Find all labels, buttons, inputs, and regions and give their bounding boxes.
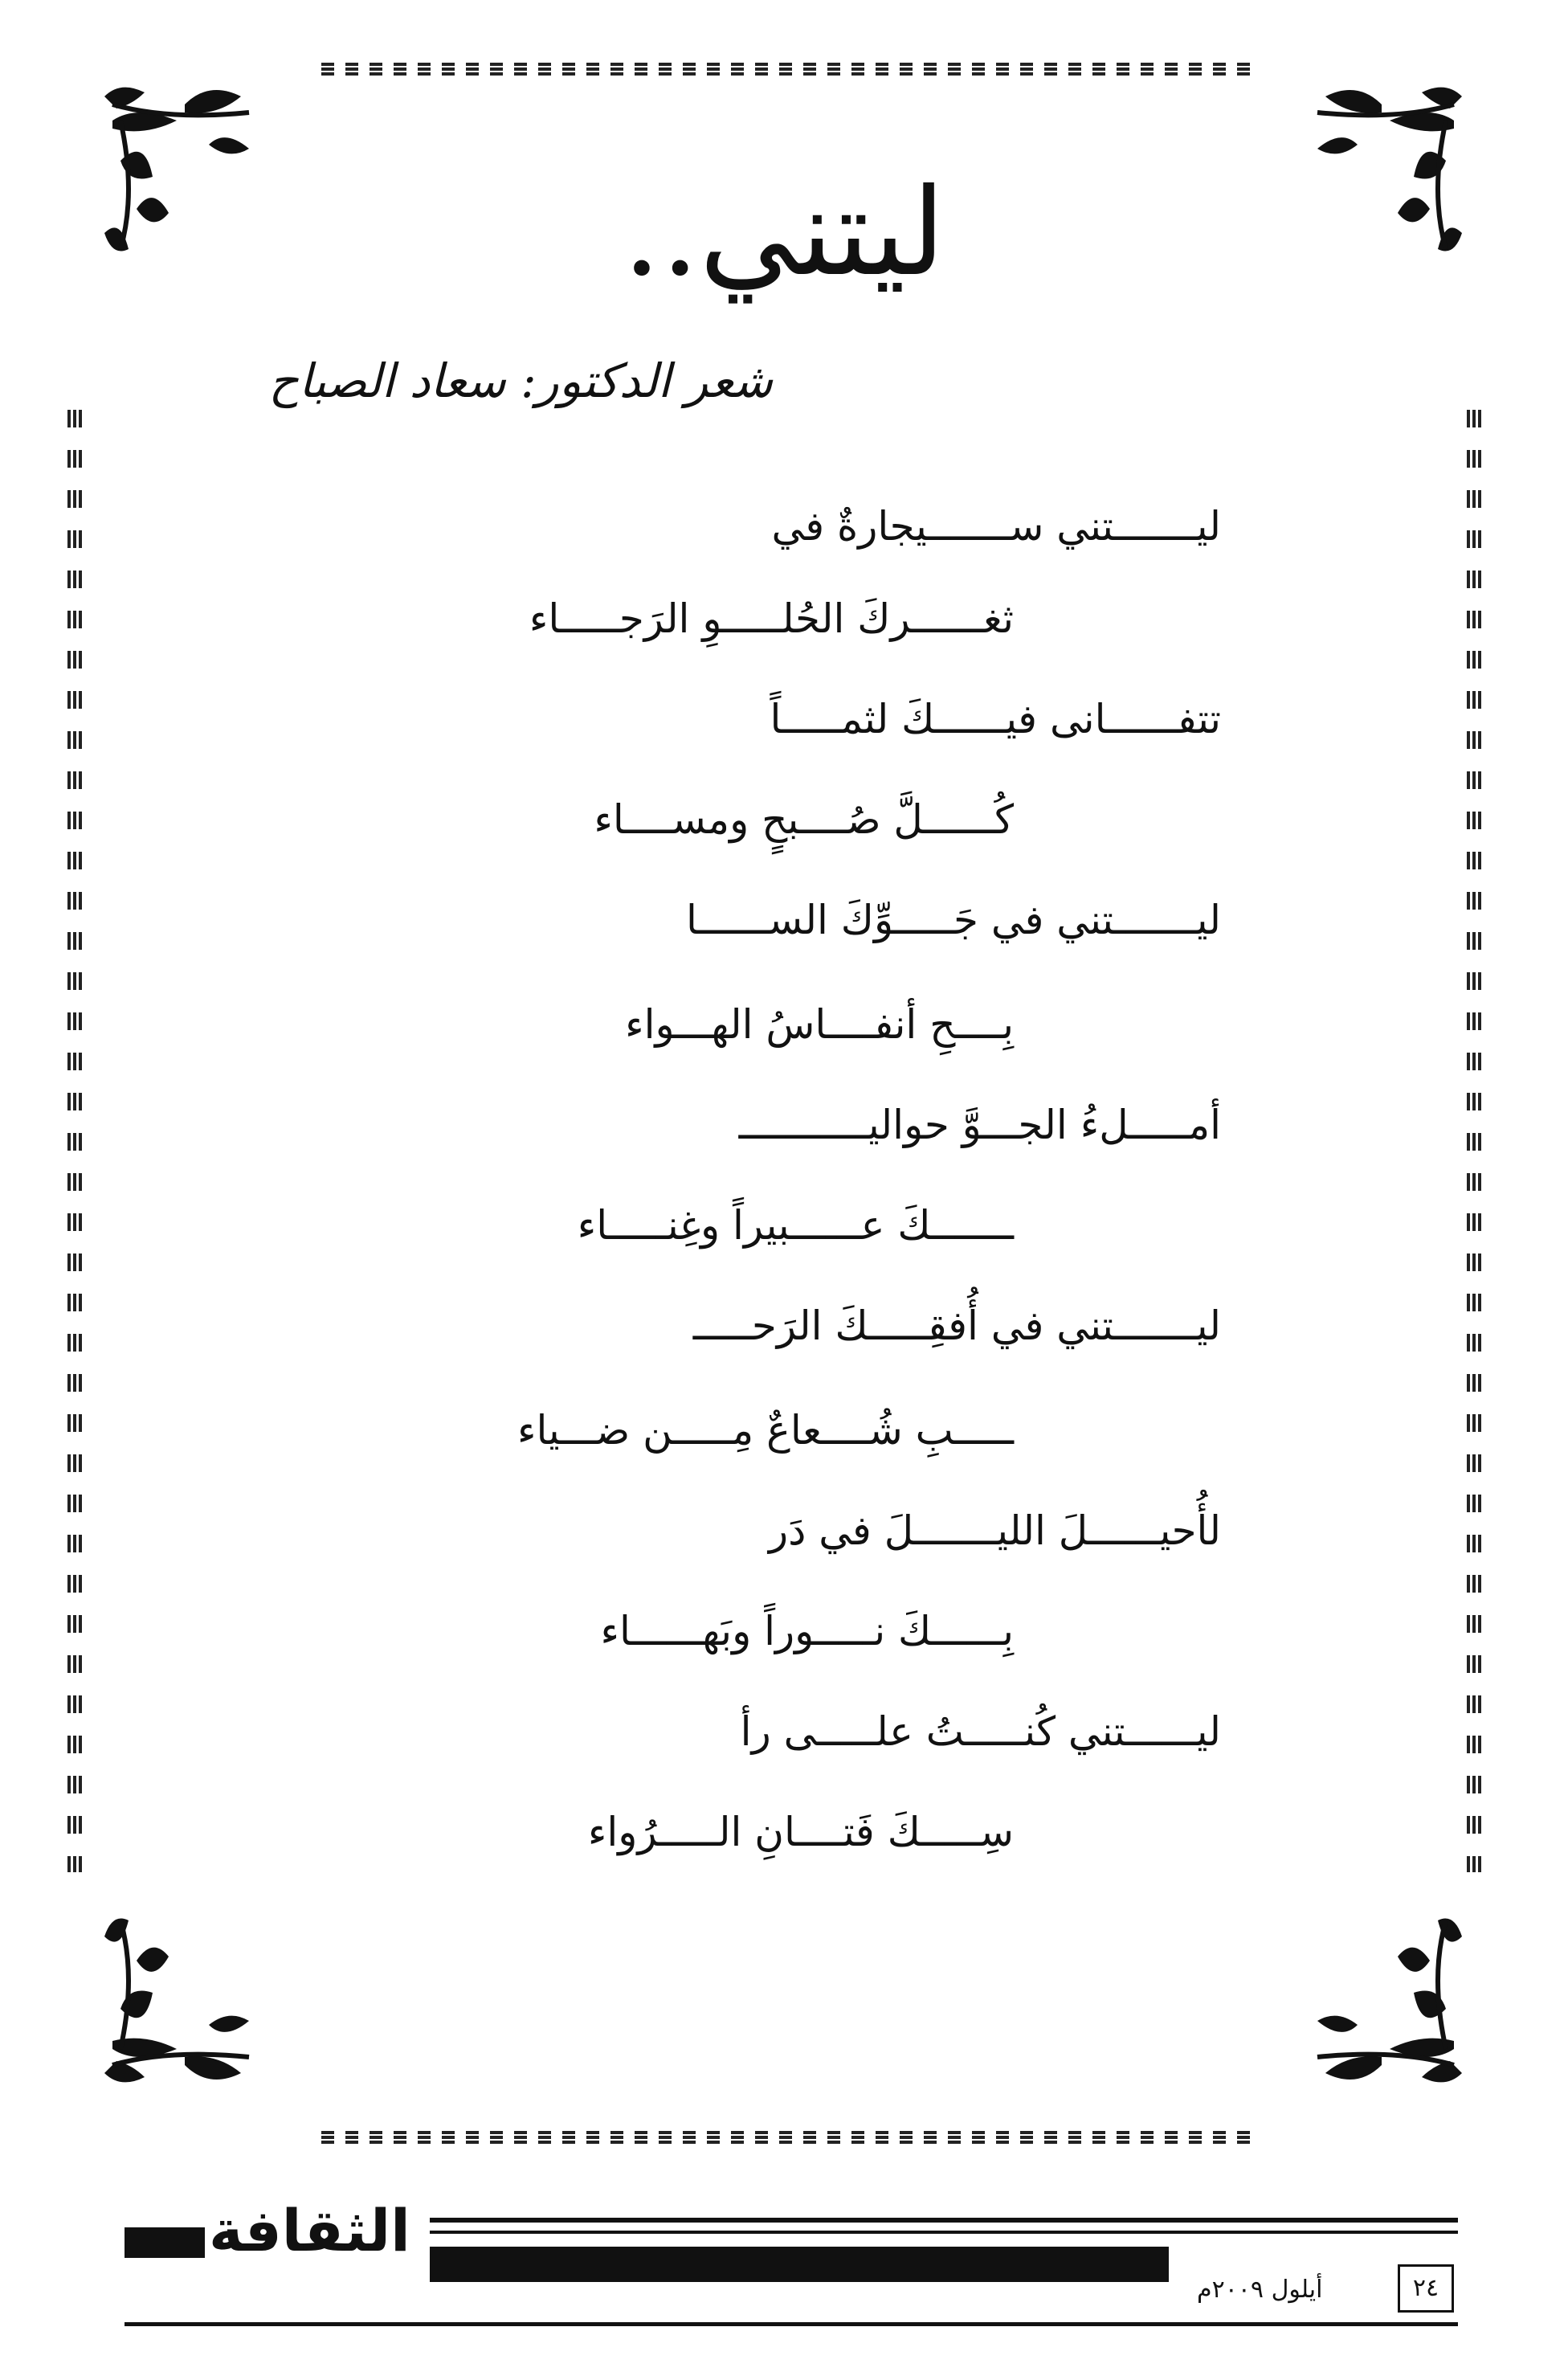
verse-line: ـــــــكَ عــــــبيراً وغِنـــــاء <box>577 1202 1014 1249</box>
bottom-left-ornament-icon <box>88 1904 281 2097</box>
verse-line: تتفــــــانى فيــــــكَ لثمـــــاً <box>770 696 1221 742</box>
bottom-right-ornament-icon <box>1285 1904 1478 2097</box>
verse-line: كُــــــلَّ صُــــبحٍ ومســــاء <box>594 796 1014 843</box>
verse-line: ثغــــــركَ الحُلـــــوِ الرَجـــــاء <box>529 595 1014 642</box>
right-border <box>1467 410 1481 1872</box>
verse-line: بِــــــكَ نـــــوراً وبَهــــــاء <box>600 1608 1014 1654</box>
page-number: ٢٤ <box>1398 2264 1454 2313</box>
verse-line: بِــــحِ أنفــــاسُ الهـــواء <box>625 1001 1014 1048</box>
footer-top-rule <box>430 2218 1458 2223</box>
footer-bar-left <box>125 2227 205 2258</box>
magazine-name: الثقافة <box>209 2197 410 2264</box>
verse-line: لأُحيــــــلَ الليـــــــلَ في دَر <box>768 1507 1221 1554</box>
verse-line: ليــــــتني كُنـــــتُ علـــــى رأ <box>740 1708 1221 1755</box>
verse-line: ـــــبِ شُــــعاعٌ مِـــــن ضـــياء <box>517 1407 1014 1454</box>
verse-line: ليـــــــتني في أُفقِـــــكَ الرَحـــــ <box>692 1303 1221 1349</box>
bottom-border <box>321 2131 1253 2144</box>
left-border <box>67 410 82 1872</box>
footer-top-rule-thin <box>430 2231 1458 2234</box>
top-border <box>321 63 1253 76</box>
verse-line: سِـــــكَ فَتــــانِ الـــــرُواء <box>587 1809 1014 1855</box>
issue-date: أيلول ٢٠٠٩م <box>1197 2276 1323 2304</box>
poem-title: ليتني.. <box>623 163 945 303</box>
verse-line: ليـــــــتني ســـــــيجارةٌ في <box>771 503 1221 550</box>
verse-line: ليـــــــتني في جَـــــوِّكَ الســــــا <box>685 897 1221 943</box>
footer-bottom-rule <box>125 2322 1458 2326</box>
verse-line: أمـــــلءُ الجـــوَّ حواليـــــــــــ <box>738 1102 1221 1148</box>
poem-author: شعر الدكتور: سعاد الصباح <box>268 354 773 408</box>
footer-black-band <box>430 2247 1169 2282</box>
